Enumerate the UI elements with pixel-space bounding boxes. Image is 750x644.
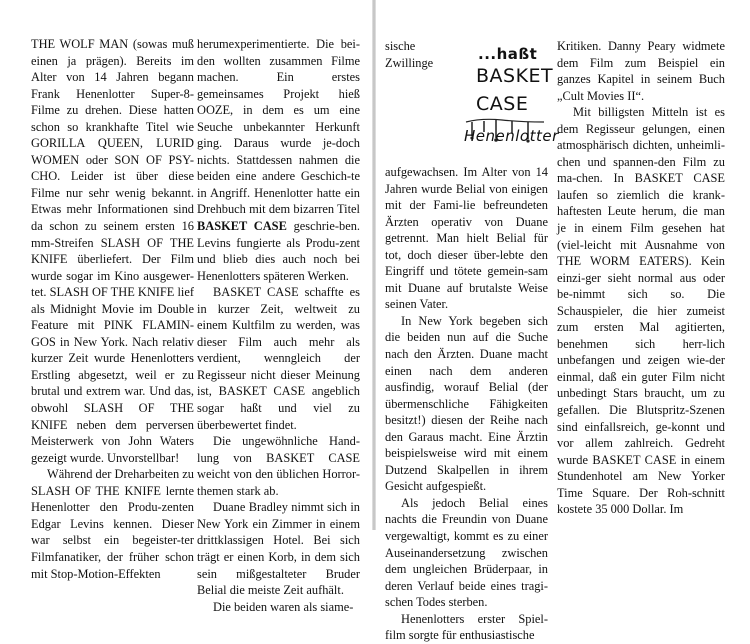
text-column-3 — [385, 38, 559, 643]
logo-line: BASKET — [476, 65, 554, 87]
paragraph: Die ungewöhnliche Hand-lung von BASKET CASE weicht von den üblichen Horror-themen stark ab. — [197, 434, 360, 498]
text-column-4 — [557, 38, 725, 532]
paragraph: Mit billigsten Mitteln ist es dem Regisseur gelungen, einen atmosphärisch dichten, unheimli-chen und spannen-den Film zu ma-chen. In BASKET CASE laufen so ziemlich die krank-haftesten Leute herum, die man je in einem Film gesehen hat (viel-leicht mit Ausnahme von THE WORM EATERS). Kein einzi-ger sieht normal aus oder be-nimmt sich so. Die Schauspieler, die hier zumeist zum ersten Mal agitierten, benehmen sich herr-lich unbefangen und zeigen wie-der einmal, daß ein guter Film nicht unbedingt Stars braucht, um zu gefallen. Die Blutspritz-Szenen sind einfallsreich, ge-konnt und vor allem zahlreich. Gedreht wurde BASKET CASE in einem Stundenhotel am New Yorker Time Square. Der Roh-schnitt kostete 35 000 Dollar. Im — [557, 105, 725, 517]
text-column-2 — [197, 36, 360, 614]
paragraph-text: geschrie-ben. Levins fungierte als Produ-zent und blieb dies auch noch bei Henenlotters späteren Werken. — [197, 219, 360, 283]
logo-line: CASE — [476, 93, 529, 115]
text-column-1 — [31, 36, 194, 581]
paragraph: THE WOLF MAN (sowas muß einen ja prägen). Bereits im Alter von 14 Jahren begann Frank Henenlotter Super-8-Filme zu drehen. Diese hatten schon so krankhafte Titel wie GORILLA QUEEN, LURID WOMEN oder SON OF PSY-CHO. Leider ist über diese Filme nur sehr wenig bekannt. Etwas mehr Informationen sind da schon zu seinem ersten 16 mm-Streifen SLASH OF THE KNIFE überliefert. Der Film wurde sogar im Kino ausgewer-tet. SLASH OF THE KNIFE lief als Midnight Movie im Double Feature mit PINK FLAMIN-GOS in New York. Nach relativ kurzer Zeit wurde Henenlotters Erstling abgesetzt, weil er zu brutal und extrem war. Und das, obwohl SLASH OF THE KNIFE neben dem perversen Meisterwerk von John Waters gezeigt wurde. Unvorstellbar! — [31, 37, 194, 465]
paragraph: Als jedoch Belial eines nachts die Freundin von Duane vergewaltigt, kommt es zu einer Auseinandersetzung zwischen dem ungleichen Brüderpaar, in deren Verlauf beide eines tragi-schen Todes sterben. — [385, 495, 548, 610]
book-gutter — [372, 0, 376, 530]
paragraph: Duane Bradley nimmt sich in New York ein Zimmer in einem drittklassigen Hotel. Bei sich trägt er einen Korb, in dem sich sein mißgestalteter Bruder Belial die meiste Zeit aufhält. — [197, 500, 360, 598]
basket-case-logo — [462, 40, 559, 162]
logo-line: Henenlotter — [464, 127, 559, 145]
paragraph: BASKET CASE schaffte es in kurzer Zeit, weltweit zu einem Kultfilm zu werden, was dieser Film auch mehr als verdient, wenngleich der Regisseur nicht dieser Meinung ist, BASKET CASE angeblich sogar haßt und viel zu überbewertet findet. — [197, 285, 360, 432]
paragraph: Henenlotters erster Spiel-film sorgte für enthusiastische — [385, 611, 548, 643]
paragraph: Während der Dreharbeiten zu SLASH OF THE KNIFE lernte Henenlotter den Produ-zenten Edgar Levins kennen. Dieser war selbst ein begeister-ter Filmfanatiker, der früher schon mit Stop-Motion-Effekten — [31, 467, 194, 581]
logo-line: ...haßt — [478, 45, 538, 63]
paragraph: In New York begeben sich die beiden nun auf die Suche nach den Ärzten. Duane macht einen nach dem anderen ausfindig, worauf Belial (der übermenschliche Fähigkeiten besitzt!) diesen der Reihe nach den Garaus macht. Eine Ärztin beispielsweise wird mit einem Dutzend Skalpellen in ihrem Gesicht aufgespießt. — [385, 313, 548, 494]
paragraph: Die beiden waren als siame- — [213, 599, 354, 614]
paragraph: sische Zwillinge aufgewachsen. Im Alter von 14 Jahren wurde Belial von einigen mit der Fami-lie befreundeten Ärzten operativ von Duane getrennt. Man hielt Belial für tot, doch dieser über-lebte den Eingriff und tötete gemein-sam mit Duane auf brutalste Weise seinen Vater. — [385, 39, 548, 312]
film-title-bold: BASKET CASE — [197, 219, 287, 234]
paragraph: Kritiken. Danny Peary widmete dem Film zum Beispiel ein ganzes Kapitel in seinem Buch „Cult Movies II“. — [557, 39, 725, 103]
paragraph-text: herumexperimentierte. Die bei-den wollten zusammen Filme machen. Ein erstes gemeinsames Projekt hieß OOZE, in dem es um eine Seuche unbekannter Herkunft ging. Daraus wurde je-doch nichts. Stattdessen nahmen die beiden eine andere Geschich-te in Angriff. Henenlotter hatte ein Drehbuch mit dem bizarren Titel — [197, 37, 360, 217]
paragraph — [197, 36, 360, 284]
